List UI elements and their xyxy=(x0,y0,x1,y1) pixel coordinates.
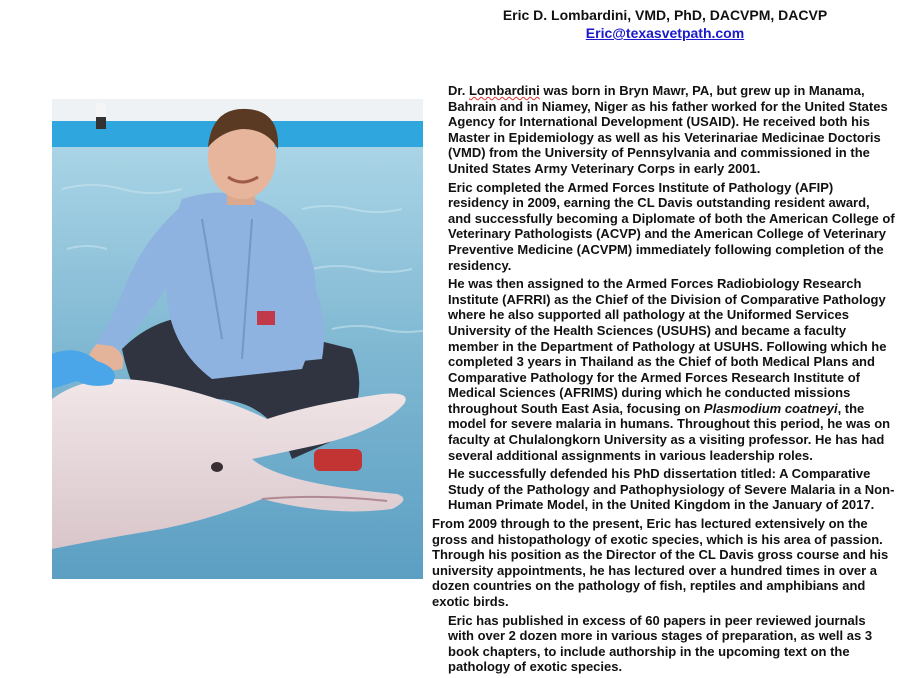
bio-paragraph-2: Eric completed the Armed Forces Institute of Pathology (AFIP) residency in 2009, earning the CL Davis outstanding resident award, and successfully becoming a Diplomate of both the American College of Veterinary Pathologists (ACVP) and the American College of Veterinary Preventive Medicine (ACVPM) immediately following completion of the residency. xyxy=(448,179,895,273)
bio-paragraph-1: Dr. Lombardini was born in Bryn Mawr, PA, but grew up in Manama, Bahrain and in Niamey, Niger as his father worked for the United States Agency for International Development (USAID). He received both his Master in Epidemiology as well as his Veterinariae Medicinae Doctoris (VMD) from the University of Pennsylvania and commissioned in the United States Army Veterinary Corps in early 2001. xyxy=(448,83,888,176)
portrait-photo xyxy=(52,99,423,579)
bio-paragraph-6: Eric has published in excess of 60 papers in peer reviewed journals with over 2 dozen more in various stages of preparation, as well as 3 book chapters, to include authorship in the upcoming text on the pathology of exotic species. xyxy=(448,612,873,675)
surname-text: Lombardini xyxy=(468,83,540,98)
background-figure xyxy=(96,103,106,129)
biography xyxy=(432,83,895,678)
email-link[interactable]: Eric@texasvetpath.com xyxy=(585,25,745,41)
photo-illustration xyxy=(52,99,423,579)
author-name: Eric D. Lombardini, VMD, PhD, DACVPM, DACVP xyxy=(502,7,828,23)
dolphin-eye xyxy=(211,462,223,472)
bio-paragraph-5: From 2009 through to the present, Eric has lectured extensively on the gross and histopathology of exotic species, which is his area of passion. Through his position as the Director of the CL Davis gross course and his university appointments, he has lectured over a hundred times in over a dozen countries on the pathology of fish, reptiles and amphibians and exotic birds. xyxy=(432,516,889,609)
page-header xyxy=(460,6,870,42)
bio-paragraph-4: He successfully defended his PhD dissertation titled: A Comparative Study of the Pathology and Pathophysiology of Severe Malaria in a Non-Human Primate Model, in the United Kingdom in the January of 2017. xyxy=(448,466,895,513)
species-name: Plasmodium coatneyi xyxy=(703,400,838,416)
shoe xyxy=(314,449,362,471)
bio-paragraph-3: He was then assigned to the Armed Forces Radiobiology Research Institute (AFRRI) as the Chief of the Division of Comparative Pathology where he also supported all pathology at the Uniformed Services University of the Health Sciences (USUHS) and became a faculty member in the Department of Pathology at USUHS. Following which he completed 3 years in Thailand as the Chief of both Medical Plans and Comparative Pathology for the Armed Forces Research Institute of Medical Sciences (AFRIMS) during which he conducted missions throughout South East Asia, focusing on Plasmodium coatneyi, the model for severe malaria in humans. Throughout this period, he was on faculty at Chulalongkorn University as a visiting professor. He has had several additional assignments in various leadership roles. xyxy=(448,276,891,463)
shirt-badge xyxy=(257,311,275,325)
